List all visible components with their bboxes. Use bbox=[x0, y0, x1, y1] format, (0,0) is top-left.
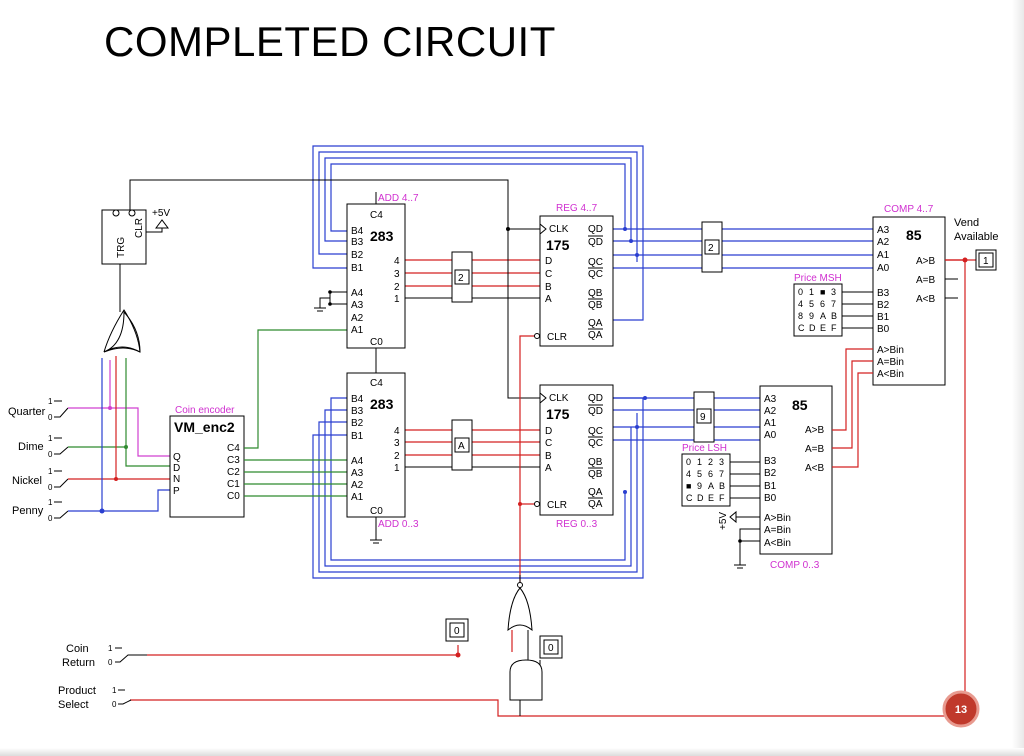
adder-lo-o2: 2 bbox=[394, 451, 400, 462]
comp-lo-caption: COMP 0..3 bbox=[770, 560, 820, 571]
reg-lo-clr: CLR bbox=[547, 500, 568, 511]
price-lsh-caption: Price LSH bbox=[682, 443, 728, 454]
reg-lo-qd: QD bbox=[588, 393, 603, 404]
reg-lo-qc: QC bbox=[588, 426, 603, 437]
price-lsh-cell: 9 bbox=[697, 481, 703, 491]
price-lsh-cell: ■ bbox=[686, 481, 692, 491]
reg-lo-b: B bbox=[545, 451, 552, 462]
dime-label: Dime bbox=[18, 441, 44, 453]
coin-return-hi: 1 bbox=[108, 644, 113, 653]
price-msh-cell: 1 bbox=[809, 287, 815, 297]
reg-hi-qb-n: QB bbox=[588, 300, 603, 311]
reg-lo-qa: QA bbox=[588, 487, 603, 498]
adder-lo-b4: B4 bbox=[351, 394, 364, 405]
enc-out-c1: C1 bbox=[227, 479, 240, 490]
price-msh-cell: 6 bbox=[820, 299, 826, 309]
reg-lo-clk: CLK bbox=[549, 393, 569, 404]
coin-return-label-2: Return bbox=[62, 657, 96, 669]
input-switches bbox=[8, 356, 170, 523]
penny-lo: 0 bbox=[48, 514, 53, 523]
adder-hi-o4: 4 bbox=[394, 256, 400, 267]
reg-hi-display-value: 2 bbox=[708, 243, 714, 254]
adder-hi-a2: A2 bbox=[351, 313, 364, 324]
adder-lo-c0: C0 bbox=[370, 506, 383, 517]
reg-hi-d: D bbox=[545, 256, 553, 267]
comp-lo-a2: A2 bbox=[764, 406, 777, 417]
register-hi bbox=[535, 203, 614, 346]
reg-hi-clk: CLK bbox=[549, 224, 569, 235]
reg-hi-qa: QA bbox=[588, 318, 603, 329]
comp-lo-name: 85 bbox=[792, 397, 808, 413]
comp-lo-gt: A>B bbox=[805, 425, 825, 436]
price-lsh-cell: E bbox=[708, 493, 715, 503]
reg-hi-qd-n: QD bbox=[588, 237, 603, 248]
comp-lo-lt: A<B bbox=[805, 463, 825, 474]
price-msh-cell: 5 bbox=[809, 299, 815, 309]
reg-to-comp-bus-hi bbox=[613, 227, 873, 270]
adder-lo-display bbox=[452, 420, 472, 470]
reg-hi-caption: REG 4..7 bbox=[556, 203, 598, 214]
vend-label-2: Available bbox=[954, 231, 999, 243]
comp-lo-b3: B3 bbox=[764, 456, 777, 467]
reg-hi-b: B bbox=[545, 282, 552, 293]
reg-lo-name: 175 bbox=[546, 406, 570, 422]
adder-hi-a1: A1 bbox=[351, 325, 364, 336]
adder-lo-b3: B3 bbox=[351, 406, 364, 417]
reg-lo-qd-n: QD bbox=[588, 406, 603, 417]
enc-out-c3: C3 bbox=[227, 455, 240, 466]
comp-hi-caption: COMP 4..7 bbox=[884, 204, 934, 215]
comp-lo-a1: A1 bbox=[764, 418, 777, 429]
price-msh-cell: B bbox=[831, 311, 838, 321]
nickel-label: Nickel bbox=[12, 475, 42, 487]
adder-hi-o1: 1 bbox=[394, 294, 400, 305]
price-lsh-cell: A bbox=[708, 481, 715, 491]
adder-lo-o4: 4 bbox=[394, 426, 400, 437]
register-lo bbox=[535, 385, 614, 530]
adder-hi-b1: B1 bbox=[351, 263, 364, 274]
vend-led-value: 1 bbox=[983, 256, 989, 267]
penny-label: Penny bbox=[12, 505, 44, 517]
adder-hi-a4: A4 bbox=[351, 288, 364, 299]
adder-lo-c4: C4 bbox=[370, 378, 383, 389]
comp-lo-gt-in: A>Bin bbox=[764, 513, 791, 524]
reg-hi-clr: CLR bbox=[547, 332, 568, 343]
adder-hi-c4: C4 bbox=[370, 210, 383, 221]
vend-available bbox=[954, 217, 998, 270]
price-msh-cell: 8 bbox=[798, 311, 804, 321]
price-lsh-cell: 2 bbox=[708, 457, 714, 467]
quarter-lo: 0 bbox=[48, 413, 53, 422]
adder-hi-a3: A3 bbox=[351, 300, 364, 311]
reg-hi-qb: QB bbox=[588, 288, 603, 299]
reg-lo-c: C bbox=[545, 438, 553, 449]
reg-hi-qc: QC bbox=[588, 257, 603, 268]
reg-hi-c: C bbox=[545, 269, 553, 280]
comp-hi-name: 85 bbox=[906, 227, 922, 243]
adder-lo-a1: A1 bbox=[351, 492, 364, 503]
comp-lo-eq-in: A=Bin bbox=[764, 525, 791, 536]
comp-lo-eq: A=B bbox=[805, 444, 825, 455]
price-msh-cell: A bbox=[820, 311, 827, 321]
encoder-name: VM_enc2 bbox=[174, 419, 235, 435]
bottom-inputs bbox=[58, 583, 562, 712]
adder-hi-o2: 2 bbox=[394, 282, 400, 293]
price-msh-cell: C bbox=[798, 323, 805, 333]
clr-label: CLR bbox=[134, 217, 145, 238]
dime-lo: 0 bbox=[48, 450, 53, 459]
reg-hi-name: 175 bbox=[546, 237, 570, 253]
adder-lo-a2: A2 bbox=[351, 480, 364, 491]
comp-lo-a3: A3 bbox=[764, 394, 777, 405]
reg-lo-qb: QB bbox=[588, 457, 603, 468]
comp-lo-b2: B2 bbox=[764, 468, 777, 479]
page-number-badge bbox=[944, 692, 978, 726]
price-lsh-cell: B bbox=[719, 481, 726, 491]
adder-lo-name: 283 bbox=[370, 396, 394, 412]
reg-hi-qa-n: QA bbox=[588, 330, 603, 341]
reg-lo-display bbox=[694, 392, 714, 442]
vcc-label-top: +5V bbox=[152, 208, 171, 219]
adder-hi-display-value: 2 bbox=[458, 273, 464, 284]
enc-in-d: D bbox=[173, 463, 181, 474]
nickel-lo: 0 bbox=[48, 483, 53, 492]
adder-hi-c0: C0 bbox=[370, 337, 383, 348]
reg-hi-a: A bbox=[545, 294, 552, 305]
adder-hi bbox=[314, 192, 419, 373]
price-msh-cell: ■ bbox=[820, 287, 826, 297]
price-lsh-cell: 3 bbox=[719, 457, 725, 467]
comp-hi-b1: B1 bbox=[877, 312, 890, 323]
adder-lo-o3: 3 bbox=[394, 438, 400, 449]
comp-lo-vcc: +5V bbox=[718, 511, 729, 530]
and-gate-led-value: 0 bbox=[548, 643, 554, 654]
enc-in-p: P bbox=[173, 486, 180, 497]
comp-lo-b1: B1 bbox=[764, 481, 777, 492]
adder-hi-display bbox=[452, 252, 472, 302]
page-number: 13 bbox=[954, 704, 968, 716]
clock-line bbox=[130, 180, 540, 398]
adder-hi-b2: B2 bbox=[351, 250, 364, 261]
adder-lo-b1: B1 bbox=[351, 431, 364, 442]
slide-edge-bottom bbox=[0, 748, 1024, 756]
quarter-label: Quarter bbox=[8, 406, 46, 418]
price-msh-cell: 4 bbox=[798, 299, 804, 309]
price-msh-cell: 9 bbox=[809, 311, 815, 321]
price-lsh-cell: 1 bbox=[697, 457, 703, 467]
comp-lo-lt-in: A<Bin bbox=[764, 538, 791, 549]
product-select-lo: 0 bbox=[112, 700, 117, 709]
price-lsh-cell: C bbox=[686, 493, 693, 503]
comp-lo-b0: B0 bbox=[764, 493, 777, 504]
enc-out-c4: C4 bbox=[227, 443, 240, 454]
comp-hi-a0: A0 bbox=[877, 263, 890, 274]
penny-hi: 1 bbox=[48, 498, 53, 507]
comp-hi-eq-in: A=Bin bbox=[877, 357, 904, 368]
price-lsh-cell: 0 bbox=[686, 457, 692, 467]
comp-hi-gt: A>B bbox=[916, 256, 936, 267]
price-lsh-cell: 6 bbox=[708, 469, 714, 479]
reg-hi-qc-n: QC bbox=[588, 269, 603, 280]
price-msh-caption: Price MSH bbox=[794, 273, 842, 284]
reg-lo-qb-n: QB bbox=[588, 469, 603, 480]
reg-lo-caption: REG 0..3 bbox=[556, 519, 598, 530]
adder-lo-o1: 1 bbox=[394, 463, 400, 474]
trigger-chip bbox=[102, 208, 170, 312]
comp-hi-a3: A3 bbox=[877, 225, 890, 236]
adder-hi-b3: B3 bbox=[351, 237, 364, 248]
adder-lo-b2: B2 bbox=[351, 418, 364, 429]
reg-lo-qc-n: QC bbox=[588, 438, 603, 449]
price-msh bbox=[794, 273, 873, 336]
price-msh-cell: 0 bbox=[798, 287, 804, 297]
encoder-caption: Coin encoder bbox=[175, 405, 235, 416]
reg-hi-qd: QD bbox=[588, 224, 603, 235]
reg-lo-d: D bbox=[545, 426, 553, 437]
coin-return-led-value: 0 bbox=[454, 626, 460, 637]
adder-hi-caption: ADD 4..7 bbox=[378, 193, 419, 204]
adder-lo-display-value: A bbox=[458, 441, 465, 452]
product-select-hi: 1 bbox=[112, 686, 117, 695]
trg-label: TRG bbox=[116, 236, 127, 258]
coin-or-gate bbox=[104, 310, 140, 352]
enc-in-n: N bbox=[173, 474, 181, 485]
comp-hi-a2: A2 bbox=[877, 237, 890, 248]
coin-return-lo: 0 bbox=[108, 658, 113, 667]
price-msh-cell: F bbox=[831, 323, 837, 333]
coin-encoder bbox=[170, 330, 347, 517]
price-lsh-cell: 7 bbox=[719, 469, 725, 479]
price-lsh-cell: 4 bbox=[686, 469, 692, 479]
slide-title: COMPLETED CIRCUIT bbox=[104, 18, 556, 65]
comp-hi-lt-in: A<Bin bbox=[877, 369, 904, 380]
comp-hi-b0: B0 bbox=[877, 324, 890, 335]
enc-out-c2: C2 bbox=[227, 467, 240, 478]
comp-hi-b2: B2 bbox=[877, 300, 890, 311]
adder-hi-o3: 3 bbox=[394, 269, 400, 280]
reg-lo-a: A bbox=[545, 463, 552, 474]
adder-lo-caption: ADD 0..3 bbox=[378, 519, 419, 530]
product-select-label-2: Select bbox=[58, 699, 89, 711]
coin-return-label-1: Coin bbox=[66, 643, 89, 655]
dime-hi: 1 bbox=[48, 434, 53, 443]
adder-lo bbox=[347, 373, 419, 543]
comparator-hi bbox=[873, 204, 965, 385]
comp-hi-lt: A<B bbox=[916, 294, 936, 305]
price-lsh-cell: 5 bbox=[697, 469, 703, 479]
reg-lo-display-value: 9 bbox=[700, 412, 706, 423]
comparator-lo bbox=[718, 349, 873, 571]
adder-hi-b4: B4 bbox=[351, 226, 364, 237]
comp-hi-a1: A1 bbox=[877, 250, 890, 261]
slide-edge bbox=[1012, 0, 1024, 756]
nickel-hi: 1 bbox=[48, 467, 53, 476]
price-lsh-cell: F bbox=[719, 493, 725, 503]
product-select-label-1: Product bbox=[58, 685, 96, 697]
comp-lo-a0: A0 bbox=[764, 430, 777, 441]
adder-hi-name: 283 bbox=[370, 228, 394, 244]
comp-hi-gt-in: A>Bin bbox=[877, 345, 904, 356]
price-msh-cell: D bbox=[809, 323, 816, 333]
comp-hi-b3: B3 bbox=[877, 288, 890, 299]
reg-hi-display bbox=[702, 222, 722, 272]
enc-out-c0: C0 bbox=[227, 491, 240, 502]
reg-lo-qa-n: QA bbox=[588, 499, 603, 510]
price-msh-cell: 3 bbox=[831, 287, 837, 297]
vend-label-1: Vend bbox=[954, 217, 980, 229]
adder-lo-a4: A4 bbox=[351, 456, 364, 467]
price-lsh-cell: D bbox=[697, 493, 704, 503]
price-lsh bbox=[682, 443, 760, 506]
price-msh-cell: 7 bbox=[831, 299, 837, 309]
comp-hi-eq: A=B bbox=[916, 275, 936, 286]
price-msh-cell: E bbox=[820, 323, 827, 333]
adder-lo-a3: A3 bbox=[351, 468, 364, 479]
quarter-hi: 1 bbox=[48, 397, 53, 406]
enc-in-q: Q bbox=[173, 452, 181, 463]
